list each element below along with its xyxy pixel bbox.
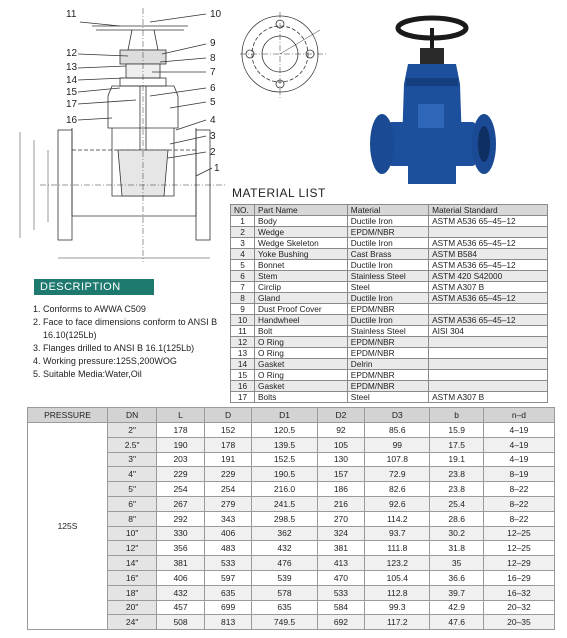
callout-5: 5 [210, 97, 216, 108]
dim-d3: 111.8 [365, 541, 430, 556]
dim-n-d: 4–19 [483, 437, 554, 452]
dim-b: 23.8 [430, 467, 483, 482]
callout-2: 2 [210, 147, 216, 158]
dim-n-d: 8–22 [483, 482, 554, 497]
dim-b: 42.9 [430, 600, 483, 615]
material-row [231, 337, 548, 348]
material-row [231, 381, 548, 392]
dim-l: 229 [157, 467, 205, 482]
dim-n-d: 16–32 [483, 585, 554, 600]
material-no: 1 [231, 216, 255, 227]
dim-d1: 432 [252, 541, 317, 556]
dim-d2: 186 [317, 482, 365, 497]
material-no: 14 [231, 359, 255, 370]
dim-l: 508 [157, 615, 205, 630]
flange-end-view-svg [240, 10, 340, 110]
pressure-cell: 125S [28, 423, 108, 630]
header-dn: DN [108, 408, 157, 423]
dim-d1: 139.5 [252, 437, 317, 452]
dim-d3: 123.2 [365, 556, 430, 571]
dim-d2: 413 [317, 556, 365, 571]
description-item: 4. Working pressure:125S,200WOG [33, 356, 177, 366]
material-list-table [230, 204, 548, 403]
material-standard: ASTM 420 S42000 [429, 271, 548, 282]
dimensions-row [28, 452, 555, 467]
dim-d3: 72.9 [365, 467, 430, 482]
dim-d3: 105.4 [365, 570, 430, 585]
material-standard: AISI 304 [429, 326, 548, 337]
dim-d1: 241.5 [252, 496, 317, 511]
dim-n-d: 8–22 [483, 496, 554, 511]
dim-dn: 6" [108, 496, 157, 511]
dim-b: 35 [430, 556, 483, 571]
dim-d: 699 [204, 600, 252, 615]
dim-dn: 4" [108, 467, 157, 482]
dim-d3: 99 [365, 437, 430, 452]
material-standard: ASTM A307 B [429, 282, 548, 293]
dim-d: 152 [204, 423, 252, 438]
material-material: EPDM/NBR [347, 227, 428, 238]
callout-17: 17 [66, 99, 78, 110]
dim-d2: 92 [317, 423, 365, 438]
material-material: EPDM/NBR [347, 337, 428, 348]
dim-d: 483 [204, 541, 252, 556]
dim-d2: 157 [317, 467, 365, 482]
valve-photo-svg [368, 14, 498, 200]
dim-d2: 381 [317, 541, 365, 556]
material-no: 15 [231, 370, 255, 381]
dim-l: 381 [157, 556, 205, 571]
dim-l: 457 [157, 600, 205, 615]
material-material: Delrin [347, 359, 428, 370]
dim-l: 190 [157, 437, 205, 452]
dim-n-d: 8–19 [483, 467, 554, 482]
flange-end-view [240, 10, 340, 110]
dimensions-row [28, 556, 555, 571]
dim-d: 191 [204, 452, 252, 467]
dim-d3: 112.8 [365, 585, 430, 600]
dim-n-d: 4–19 [483, 452, 554, 467]
header-d: D [204, 408, 252, 423]
dim-d2: 692 [317, 615, 365, 630]
material-standard [429, 337, 548, 348]
dim-b: 19.1 [430, 452, 483, 467]
dim-dn: 5" [108, 482, 157, 497]
dim-n-d: 12–25 [483, 526, 554, 541]
material-part-name: Gland [255, 293, 348, 304]
dimensions-row [28, 570, 555, 585]
material-material: EPDM/NBR [347, 304, 428, 315]
material-standard [429, 304, 548, 315]
material-part-name: Handwheel [255, 315, 348, 326]
material-row [231, 293, 548, 304]
material-part-name: Stem [255, 271, 348, 282]
dim-d2: 216 [317, 496, 365, 511]
dim-d: 635 [204, 585, 252, 600]
material-material: Ductile Iron [347, 293, 428, 304]
material-row [231, 304, 548, 315]
header-part-name: Part Name [255, 205, 348, 216]
dim-l: 406 [157, 570, 205, 585]
dim-d3: 117.2 [365, 615, 430, 630]
material-list-title: MATERIAL LIST [232, 186, 326, 200]
callout-12: 12 [66, 48, 78, 59]
material-part-name: Dust Proof Cover [255, 304, 348, 315]
header-n-d: n–d [483, 408, 554, 423]
material-no: 7 [231, 282, 255, 293]
material-no: 3 [231, 238, 255, 249]
header-l: L [157, 408, 205, 423]
material-row [231, 359, 548, 370]
dim-d2: 533 [317, 585, 365, 600]
dim-d1: 152.5 [252, 452, 317, 467]
dim-b: 23.8 [430, 482, 483, 497]
material-row [231, 326, 548, 337]
dimensions-row [28, 615, 555, 630]
material-part-name: Wedge Skeleton [255, 238, 348, 249]
dim-l: 267 [157, 496, 205, 511]
dim-d1: 120.5 [252, 423, 317, 438]
material-material: EPDM/NBR [347, 348, 428, 359]
dim-b: 25.4 [430, 496, 483, 511]
callout-9: 9 [210, 38, 216, 49]
dim-d: 178 [204, 437, 252, 452]
dim-d: 254 [204, 482, 252, 497]
material-standard: ASTM A536 65–45–12 [429, 293, 548, 304]
dimensions-row [28, 526, 555, 541]
dimensions-row [28, 511, 555, 526]
material-row [231, 260, 548, 271]
dim-dn: 12" [108, 541, 157, 556]
dim-dn: 8" [108, 511, 157, 526]
material-row [231, 227, 548, 238]
dimensions-header-row [28, 408, 555, 423]
dim-d: 406 [204, 526, 252, 541]
description-item: 5. Suitable Media:Water,Oil [33, 369, 142, 379]
dimensions-row [28, 541, 555, 556]
dim-l: 178 [157, 423, 205, 438]
material-standard: ASTM A536 65–45–12 [429, 216, 548, 227]
dim-d2: 105 [317, 437, 365, 452]
dim-d2: 584 [317, 600, 365, 615]
callout-16: 16 [66, 115, 78, 126]
dimensions-row [28, 496, 555, 511]
dim-d1: 749.5 [252, 615, 317, 630]
dim-dn: 18" [108, 585, 157, 600]
material-row [231, 370, 548, 381]
header-no: NO. [231, 205, 255, 216]
material-row [231, 348, 548, 359]
description-title: DESCRIPTION [34, 279, 154, 295]
valve-product-photo [368, 14, 498, 200]
dim-d: 343 [204, 511, 252, 526]
material-no: 17 [231, 392, 255, 403]
material-standard: ASTM A307 B [429, 392, 548, 403]
dim-b: 39.7 [430, 585, 483, 600]
dim-b: 47.6 [430, 615, 483, 630]
dim-dn: 10" [108, 526, 157, 541]
dim-d2: 324 [317, 526, 365, 541]
material-row [231, 282, 548, 293]
dim-d2: 470 [317, 570, 365, 585]
material-no: 8 [231, 293, 255, 304]
dim-dn: 24" [108, 615, 157, 630]
material-row [231, 392, 548, 403]
description-list [33, 303, 223, 381]
dim-d3: 99.3 [365, 600, 430, 615]
valve-section-drawing [0, 0, 232, 268]
dim-dn: 2" [108, 423, 157, 438]
material-no: 2 [231, 227, 255, 238]
material-list-body [231, 216, 548, 403]
header-material-standard: Material Standard [429, 205, 548, 216]
material-no: 5 [231, 260, 255, 271]
description-item: 3. Flanges drilled to ANSI B 16.1(125Lb) [33, 343, 195, 353]
description-item: 2. Face to face dimensions conform to ANSI B 16.10(125Lb) [33, 317, 218, 340]
header-pressure: PRESSURE [28, 408, 108, 423]
dimensions-table [27, 407, 555, 630]
material-material: Ductile Iron [347, 238, 428, 249]
dim-n-d: 20–32 [483, 600, 554, 615]
callout-8: 8 [210, 53, 216, 64]
dim-d3: 107.8 [365, 452, 430, 467]
dim-d1: 635 [252, 600, 317, 615]
dim-l: 203 [157, 452, 205, 467]
material-row [231, 271, 548, 282]
dimensions-row [28, 585, 555, 600]
dim-d: 813 [204, 615, 252, 630]
material-standard: ASTM B584 [429, 249, 548, 260]
material-part-name: Circlip [255, 282, 348, 293]
material-standard [429, 381, 548, 392]
material-no: 4 [231, 249, 255, 260]
dim-n-d: 4–19 [483, 423, 554, 438]
material-standard [429, 227, 548, 238]
material-standard: ASTM A536 65–45–12 [429, 238, 548, 249]
material-part-name: Gasket [255, 381, 348, 392]
dim-n-d: 8–22 [483, 511, 554, 526]
material-material: Ductile Iron [347, 216, 428, 227]
dim-d1: 476 [252, 556, 317, 571]
callout-7: 7 [210, 67, 216, 78]
dim-d1: 190.5 [252, 467, 317, 482]
callout-3: 3 [210, 131, 216, 142]
dim-l: 330 [157, 526, 205, 541]
material-row [231, 238, 548, 249]
dim-b: 15.9 [430, 423, 483, 438]
dim-dn: 14" [108, 556, 157, 571]
dim-d2: 270 [317, 511, 365, 526]
dimensions-body [28, 423, 555, 630]
dim-n-d: 12–25 [483, 541, 554, 556]
dimensions-row [28, 467, 555, 482]
dim-n-d: 16–29 [483, 570, 554, 585]
material-material: Cast Brass [347, 249, 428, 260]
material-material: EPDM/NBR [347, 370, 428, 381]
dim-b: 36.6 [430, 570, 483, 585]
material-part-name: Yoke Bushing [255, 249, 348, 260]
material-material: Stainless Steel [347, 271, 428, 282]
valve-drawing-svg [0, 0, 232, 268]
material-standard [429, 359, 548, 370]
dim-b: 30.2 [430, 526, 483, 541]
header-d3: D3 [365, 408, 430, 423]
dim-d3: 82.6 [365, 482, 430, 497]
dim-dn: 20" [108, 600, 157, 615]
material-material: Stainless Steel [347, 326, 428, 337]
material-row [231, 315, 548, 326]
header-material: Material [347, 205, 428, 216]
dim-d1: 216.0 [252, 482, 317, 497]
callout-1: 1 [214, 163, 220, 174]
callout-10: 10 [210, 9, 222, 20]
dimensions-row [28, 600, 555, 615]
material-no: 16 [231, 381, 255, 392]
dim-d2: 130 [317, 452, 365, 467]
dim-d: 533 [204, 556, 252, 571]
dim-d: 279 [204, 496, 252, 511]
callout-15: 15 [66, 87, 78, 98]
dim-d: 229 [204, 467, 252, 482]
material-no: 11 [231, 326, 255, 337]
dim-d1: 298.5 [252, 511, 317, 526]
callout-6: 6 [210, 83, 216, 94]
material-part-name: Bonnet [255, 260, 348, 271]
dim-l: 432 [157, 585, 205, 600]
material-standard [429, 370, 548, 381]
dim-b: 31.8 [430, 541, 483, 556]
dim-d1: 539 [252, 570, 317, 585]
dim-d1: 578 [252, 585, 317, 600]
dimensions-row [28, 482, 555, 497]
dim-b: 28.6 [430, 511, 483, 526]
dim-dn: 2.5" [108, 437, 157, 452]
dim-l: 356 [157, 541, 205, 556]
header-d2: D2 [317, 408, 365, 423]
dim-n-d: 12–29 [483, 556, 554, 571]
dim-d3: 92.6 [365, 496, 430, 511]
dim-d3: 85.6 [365, 423, 430, 438]
header-b: b [430, 408, 483, 423]
dim-d3: 93.7 [365, 526, 430, 541]
material-standard: ASTM A536 65–45–12 [429, 315, 548, 326]
material-material: Steel [347, 392, 428, 403]
material-header-row [231, 205, 548, 216]
material-no: 13 [231, 348, 255, 359]
material-part-name: Bolts [255, 392, 348, 403]
dim-d: 597 [204, 570, 252, 585]
material-part-name: Bolt [255, 326, 348, 337]
material-row [231, 216, 548, 227]
material-part-name: O Ring [255, 337, 348, 348]
callout-14: 14 [66, 75, 78, 86]
material-standard [429, 348, 548, 359]
material-part-name: O Ring [255, 348, 348, 359]
callout-4: 4 [210, 115, 216, 126]
material-part-name: Gasket [255, 359, 348, 370]
dim-d3: 114.2 [365, 511, 430, 526]
dimensions-row [28, 437, 555, 452]
dim-l: 292 [157, 511, 205, 526]
material-material: Ductile Iron [347, 315, 428, 326]
description-item: 1. Conforms to AWWA C509 [33, 304, 146, 314]
material-part-name: Wedge [255, 227, 348, 238]
material-material: Ductile Iron [347, 260, 428, 271]
callout-11: 11 [66, 9, 77, 20]
callout-13: 13 [66, 62, 78, 73]
material-material: EPDM/NBR [347, 381, 428, 392]
dim-dn: 16" [108, 570, 157, 585]
dim-l: 254 [157, 482, 205, 497]
material-no: 9 [231, 304, 255, 315]
dim-n-d: 20–35 [483, 615, 554, 630]
material-material: Steel [347, 282, 428, 293]
dim-b: 17.5 [430, 437, 483, 452]
header-d1: D1 [252, 408, 317, 423]
material-part-name: Body [255, 216, 348, 227]
material-no: 6 [231, 271, 255, 282]
material-no: 12 [231, 337, 255, 348]
material-row [231, 249, 548, 260]
material-no: 10 [231, 315, 255, 326]
dim-dn: 3" [108, 452, 157, 467]
material-standard: ASTM A536 65–45–12 [429, 260, 548, 271]
dimensions-row [28, 423, 555, 438]
dim-d1: 362 [252, 526, 317, 541]
material-part-name: O Ring [255, 370, 348, 381]
